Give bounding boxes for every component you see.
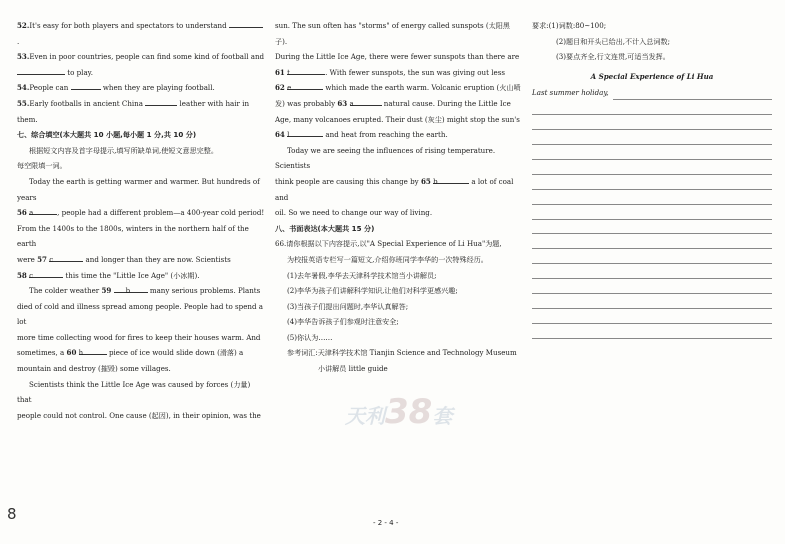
requirement: (2)题目和开头已给出,不计入总词数; (556, 36, 671, 46)
writing-area[interactable] (532, 100, 772, 338)
question-52: 52.It's easy for both players and spectators to understand . (17, 18, 265, 49)
passage-line: During the Little Ice Age, there were fewer sunspots than there are (275, 52, 520, 62)
passage-line: Scientists think the Little Ice Age was caused by forces (力量) that (17, 379, 251, 405)
passage-line: 62 e which made the earth warm. Volcanic eruption (火山喷 (275, 83, 521, 93)
section-7-instructions: 根据短文内容及首字母提示,填写所缺单词,使短文意思完整。 (29, 145, 218, 155)
prompt-item: (4)李华告诉孩子们参观时注意安全; (287, 317, 399, 327)
writing-line[interactable] (532, 205, 772, 220)
requirement: 要求:(1)词数:80~100; (532, 21, 607, 30)
writing-line[interactable] (532, 249, 772, 264)
essay-title: A Special Experience of Li Hua (590, 71, 714, 81)
answer-blank-64[interactable]: l (287, 128, 323, 137)
passage-line: sun. The sun often has "storms" of energy called sunspots (太阳黑子). (275, 21, 510, 46)
left-column (17, 18, 265, 423)
passage-line: were 57 c and longer than they are now. Scientists (17, 254, 231, 264)
answer-blank-62[interactable]: e (287, 81, 323, 90)
passage-line: From the 1400s to the 1800s, winters in the northern half of the earth (17, 223, 249, 249)
answer-blank[interactable] (17, 66, 65, 75)
passage-line: died of cold and illness spread among people. People had to spend a lot (17, 301, 264, 327)
passage-line: oil. So we need to change our way of living. (275, 208, 433, 218)
question-53: 53.Even in poor countries, people can find some kind of football and (17, 52, 265, 62)
passage-line: think people are causing this change by 65 b a lot of coal and (275, 176, 514, 202)
prompt-item: (3)当孩子们提出问题时,李华认真解答; (287, 301, 409, 311)
answer-blank-57[interactable]: c (49, 253, 83, 262)
answer-blank[interactable] (145, 97, 177, 106)
prompt-item: (2)李华为孩子们讲解科学知识,让他们对科学更感兴趣; (287, 286, 458, 296)
writing-line[interactable] (613, 91, 772, 100)
answer-blank-56[interactable]: a (29, 206, 57, 215)
passage-line: more time collecting wood for fires to keep their houses warm. And (17, 332, 261, 342)
passage-line: 58 c this time the "Little Ice Age" (小冰期). (17, 270, 200, 280)
passage-line: 发) was probably 63 a natural cause. During the Little Ice (275, 98, 511, 108)
prompt-item: (5)你认为…… (287, 332, 333, 342)
essay-first-line[interactable]: Last summer holiday, (532, 86, 772, 100)
passage-line: people could not control. One cause (起因), in their opinion, was the (17, 410, 261, 420)
writing-line[interactable] (532, 190, 772, 205)
question-66-cont: 为校报英语专栏写一篇短文,介绍你班同学李华的一次特殊经历。 (287, 254, 488, 264)
question-55: 55.Early footballs in ancient China leather with hair in them. (17, 98, 250, 124)
writing-line[interactable] (532, 324, 772, 339)
corner-number: 8 (7, 505, 17, 523)
answer-blank-65[interactable]: b (433, 175, 469, 184)
answer-blank[interactable] (229, 19, 263, 28)
writing-line[interactable] (532, 175, 772, 190)
page-number: - 2 - 4 - (373, 519, 399, 527)
section-7-title: 七、综合填空(本大题共 10 小题,每小题 1 分,共 10 分) (17, 130, 197, 140)
passage-line: Age, many volcanoes erupted. Their dust (灰尘) might stop the sun's (275, 114, 520, 124)
question-66: 66.请你根据以下内容提示,以"A Special Experience of Li Hua"为题, (275, 239, 502, 249)
writing-line[interactable] (532, 279, 772, 294)
middle-column (275, 18, 522, 377)
right-column (532, 18, 772, 339)
question-53-cont: to play. (17, 65, 265, 81)
answer-blank-60[interactable]: h (79, 346, 107, 355)
answer-blank[interactable] (71, 81, 101, 90)
writing-line[interactable] (532, 130, 772, 145)
reference-vocab-2: 小讲解员 little guide (318, 364, 388, 374)
requirement: (3)要点齐全,行文连贯,可适当发挥。 (556, 52, 670, 62)
passage-line: Today the earth is getting warmer and warmer. But hundreds of years (17, 176, 260, 202)
section-7-instructions-2: 每空限填一词。 (17, 161, 67, 171)
passage-line: 61 t . With fewer sunspots, the sun was giving out less (275, 67, 505, 77)
writing-line[interactable] (532, 100, 772, 115)
passage-line: The colder weather 59 b many serious problems. Plants (29, 286, 261, 296)
writing-line[interactable] (532, 160, 772, 175)
question-54: 54.People can when they are playing football. (17, 83, 215, 93)
writing-line[interactable] (532, 220, 772, 235)
writing-line[interactable] (532, 264, 772, 279)
passage-line: 64 l and heat from reaching the earth. (275, 130, 448, 140)
passage-line: mountain and destroy (摧毁) some villages. (17, 364, 171, 374)
answer-blank-58[interactable]: c (29, 269, 63, 278)
writing-line[interactable] (532, 145, 772, 160)
writing-line[interactable] (532, 234, 772, 249)
reference-vocab: 参考词汇:天津科学技术馆 Tianjin Science and Technology Museum (287, 348, 517, 358)
writing-line[interactable] (532, 115, 772, 130)
writing-line[interactable] (532, 309, 772, 324)
publisher-watermark: 天利38套 (345, 392, 453, 432)
passage-line: sometimes, a 60 h piece of ice would slide down (滑落) a (17, 348, 244, 358)
prompt-item: (1)去年暑假,李华去天津科学技术馆当小讲解员; (287, 270, 437, 280)
answer-blank-63[interactable]: a (350, 97, 382, 106)
passage-line: 56 a , people had a different problem—a 400-year cold period! (17, 208, 265, 218)
answer-blank-59[interactable]: b (114, 284, 148, 293)
passage-line: Today we are seeing the influences of rising temperature. Scientists (275, 145, 496, 171)
section-8-title: 八、书面表达(本大题共 15 分) (275, 223, 375, 233)
answer-blank-61[interactable]: t (287, 66, 325, 75)
writing-line[interactable] (532, 294, 772, 309)
